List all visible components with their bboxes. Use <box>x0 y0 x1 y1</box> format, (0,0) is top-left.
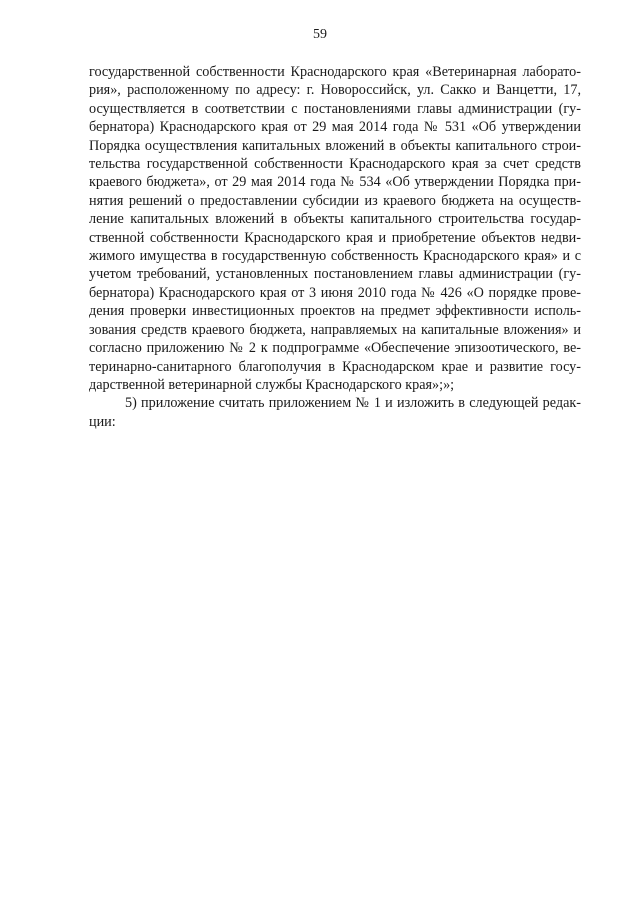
text-line: согласно приложению № 2 к подпрограмме «Обеспечение эпизоотического, ве- <box>89 340 581 357</box>
text-line: осуществляется в соответствии с постановлениями главы администрации (гу- <box>89 100 581 117</box>
text-line: бернатора) Краснодарского края от 3 июня 2010 года № 426 «О порядке прове- <box>89 284 581 301</box>
page-number: 59 <box>313 27 327 42</box>
text-line: ление капитальных вложений в объекты капитального строительства государ- <box>89 211 581 228</box>
text-line: рия», расположенному по адресу: г. Новороссийск, ул. Сакко и Ванцетти, 17, <box>89 82 581 99</box>
document-body <box>89 63 581 431</box>
text-line: дения проверки инвестиционных проектов на предмет эффективности исполь- <box>89 303 581 320</box>
text-line: дарственной ветеринарной службы Краснодарского края»;»; <box>89 376 455 393</box>
text-line: бернатора) Краснодарского края от 29 мая 2014 года № 531 «Об утверждении <box>89 119 581 136</box>
text-line: государственной собственности Краснодарского края «Ветеринарная лаборато- <box>89 64 581 80</box>
paragraph-item-5 <box>89 394 581 431</box>
text-line: теринарно-санитарного благополучия в Краснодарском крае и развитие госу- <box>89 358 581 375</box>
text-line: Порядка осуществления капитальных вложений в объекты капитального строи- <box>89 137 581 154</box>
text-line: 5) приложение считать приложением № 1 и изложить в следующей редак- <box>125 395 581 412</box>
paragraph-continuation <box>89 63 581 394</box>
text-line: тельства государственной собственности Краснодарского края за счет средств <box>89 156 581 173</box>
text-line: ственной собственности Краснодарского края и приобретение объектов недви- <box>89 229 581 246</box>
text-line: краевого бюджета», от 29 мая 2014 года № 534 «Об утверждении Порядка при- <box>89 174 581 191</box>
text-line: нятия решений о предоставлении субсидии из краевого бюджета на осуществ- <box>89 192 581 209</box>
text-line: ции: <box>89 413 116 430</box>
text-line: учетом требований, установленных постановлением главы администрации (гу- <box>89 266 581 283</box>
text-line: зования средств краевого бюджета, направляемых на капитальные вложения» и <box>89 321 581 338</box>
text-line: жимого имущества в государственную собственность Краснодарского края» и с <box>89 248 581 265</box>
